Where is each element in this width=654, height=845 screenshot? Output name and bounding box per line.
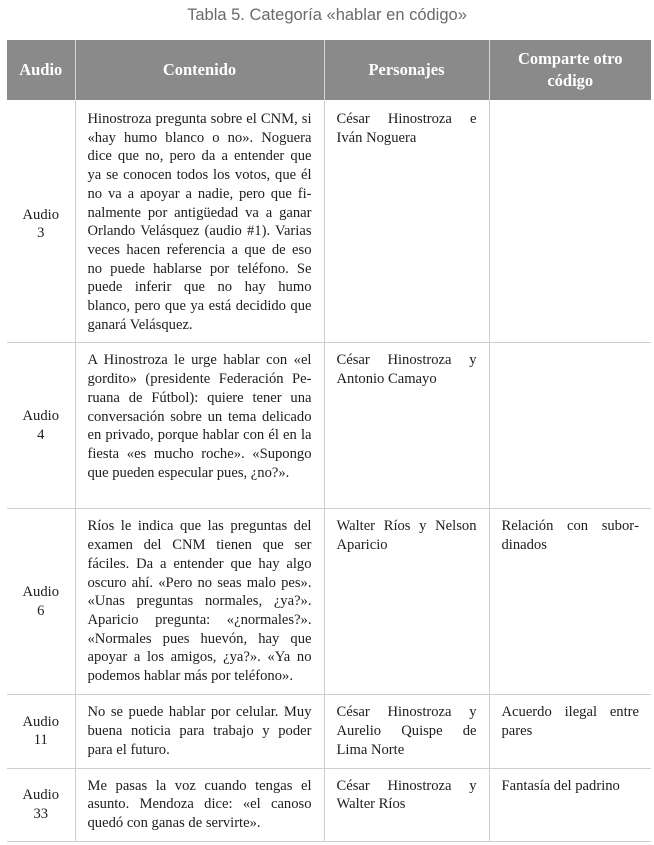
personajes-cell: César Hinostroza y Walter Ríos: [324, 768, 489, 841]
personajes-cell: César Hinostroza y Aurelio Quispe de Lima Norte: [324, 695, 489, 768]
table-row: [7, 100, 651, 343]
audio-cell: [7, 100, 75, 343]
contenido-cell: A Hinostroza le urge hablar con «el gordito» (presidente Federación Peruana de Fútbol): quiere tener una conversación sobre un tema delicado en privado, porque hablar con él en la fiesta «es mucho roche». «Supongo que pueden especular pues, ¿no?».: [75, 343, 324, 509]
audio-cell: [7, 343, 75, 509]
audio-number: 4: [37, 426, 45, 443]
personajes-cell: César Hinostroza y Antonio Camayo: [324, 343, 489, 509]
header-comparte-line2: código: [547, 71, 594, 90]
personajes-cell: Walter Ríos y Nelson Aparicio: [324, 509, 489, 695]
personajes-cell: César Hinostroza e Iván Noguera: [324, 100, 489, 343]
audio-number: 6: [37, 602, 45, 619]
table-row: [7, 509, 651, 695]
header-contenido: Contenido: [75, 40, 324, 100]
table-header-row: [7, 40, 651, 100]
audio-label: Audio: [22, 408, 59, 425]
category-table: [7, 40, 651, 842]
contenido-cell: Hinostroza pregunta sobre el CNM, si «hay humo blanco o no». Noguera dice que no, pero da a entender que ya se conocen todos los votos, que él no va a apoyar a nadie, pero que finalmente por antigüedad va a ganar Orlando Velásquez (audio #1). Varias veces hacen referencia a que de eso no puede hablarse por teléfono. Se puede inferir que no hay humo blanco, pero que ya está decidido que ganará Velásquez.: [75, 100, 324, 343]
audio-number: 11: [33, 732, 48, 749]
contenido-cell: Ríos le indica que las preguntas del examen del CNM tienen que ser fáciles. Da a entender que hay algo oscuro ahí. «Pero no seas malo pes». «Unas preguntas normales, ¿ya?». Aparicio pregunta: «¿normales?». «Normales pues huevón, hay que apoyar a los amigos, ¿ya?». «Ya no podemos hablar más por teléfono».: [75, 509, 324, 695]
comparte-cell: Relación con subordinados: [489, 509, 651, 695]
audio-cell: [7, 509, 75, 695]
header-comparte: [489, 40, 651, 100]
comparte-cell: Acuerdo ilegal entre pares: [489, 695, 651, 768]
header-audio: Audio: [7, 40, 75, 100]
table-caption: Tabla 5. Categoría «hablar en código»: [187, 6, 467, 24]
audio-label: Audio: [22, 206, 59, 223]
comparte-cell: [489, 100, 651, 343]
audio-label: Audio: [22, 713, 59, 730]
audio-cell: [7, 768, 75, 841]
header-comparte-line1: Comparte otro: [517, 49, 623, 68]
contenido-cell: Me pasas la voz cuando tengas el asunto. Mendoza dice: «el canoso quedó con ganas de servirte».: [75, 768, 324, 841]
audio-label: Audio: [22, 786, 59, 803]
audio-cell: [7, 695, 75, 768]
comparte-cell: Fantasía del padrino: [489, 768, 651, 841]
audio-number: 33: [33, 805, 49, 822]
contenido-cell: No se puede hablar por celular. Muy buena noticia para trabajo y poder para el futuro.: [75, 695, 324, 768]
audio-number: 3: [37, 225, 45, 242]
table-row: [7, 768, 651, 841]
comparte-cell: [489, 343, 651, 509]
header-personajes: Personajes: [324, 40, 489, 100]
table-row: [7, 343, 651, 509]
audio-label: Audio: [22, 584, 59, 601]
table-row: [7, 695, 651, 768]
